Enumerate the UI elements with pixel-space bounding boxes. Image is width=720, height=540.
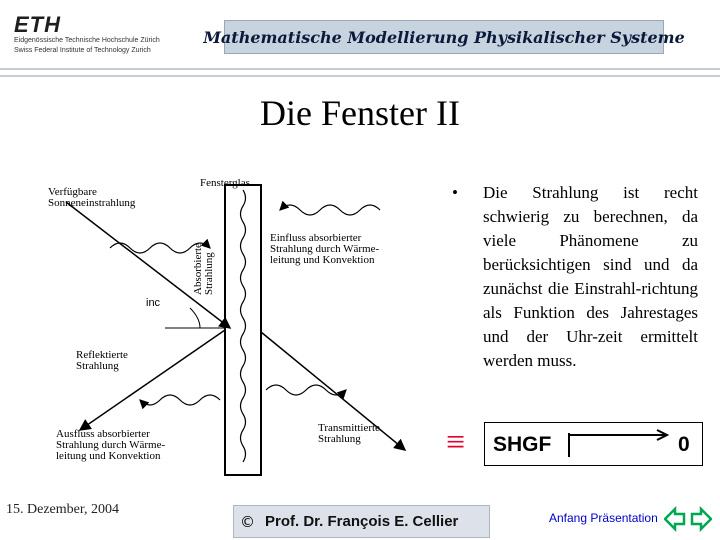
footer-nav: [549, 511, 658, 525]
shgf-arrow: [485, 423, 704, 467]
outflow-left-wave: [140, 395, 220, 405]
inflow-right-wave: [280, 205, 380, 215]
label-available-radiation: Verfügbare Sonneneinstrahlung: [48, 186, 136, 209]
outflow-right-wave: [266, 385, 346, 395]
previous-arrow-icon[interactable]: [665, 509, 684, 529]
label-inflow: Einfluss absorbierter Strahlung durch Wärme- leitung und Konvektion: [270, 232, 380, 266]
header-divider-lower: [0, 75, 720, 77]
label-window-glass: Fensterglas: [200, 177, 250, 189]
shgf-label: SHGF: [493, 433, 552, 456]
eth-logo-mark: ETH: [14, 12, 61, 37]
label-reflected: Reflektierte Strahlung: [76, 349, 128, 372]
bullet-marker: •: [452, 183, 458, 202]
next-arrow-icon[interactable]: [692, 509, 711, 529]
glass-pane: [225, 185, 261, 475]
equivalence-symbol: ≡: [446, 424, 466, 461]
reflected-ray: [80, 330, 225, 430]
label-outflow: Ausfluss absorbierter Strahlung durch Wärme- leitung und Konvektion: [56, 428, 166, 462]
incidence-angle-arc: [190, 308, 200, 328]
shgf-block: [484, 422, 703, 466]
label-transmitted: Transmittierte Strahlung: [318, 422, 380, 445]
eth-logo: [14, 14, 160, 56]
header-divider: [0, 68, 720, 70]
shgf-output-label: 0: [678, 433, 690, 456]
label-absorbed-radiation: Absorbierte Strahlung: [192, 243, 215, 295]
course-title-banner: [203, 20, 685, 54]
nav-presentation-link[interactable]: Präsentation: [590, 511, 658, 525]
author-name: Prof. Dr. François E. Cellier: [265, 513, 459, 530]
slide-title: Die Fenster II: [260, 93, 460, 133]
institution-name-en: Swiss Federal Institute of Technology Zurich: [14, 47, 151, 54]
label-incidence-angle: inc: [146, 297, 161, 309]
bullet-text: Die Strahlung ist recht schwierig zu berechnen, da viele Phänomene zu berücksichtigen sind und da zunächst die Einstrahl-richtung als Funktion des Jahrestages und der Uhr-zeit ermittelt werden muss.: [483, 183, 698, 370]
footer-author-box: [233, 505, 490, 538]
institution-name-de: Eidgenössische Technische Hochschule Zürich: [14, 37, 160, 44]
window-radiation-diagram: [40, 160, 440, 485]
footer-date: 15. Dezember, 2004: [6, 502, 119, 517]
nav-arrows: [664, 506, 712, 532]
bullet-point: [452, 181, 698, 373]
copyright-icon: ©: [240, 512, 255, 531]
nav-start-link[interactable]: Anfang: [549, 511, 588, 525]
course-title: Mathematische Modellierung Physikalischer Systeme: [203, 27, 685, 47]
